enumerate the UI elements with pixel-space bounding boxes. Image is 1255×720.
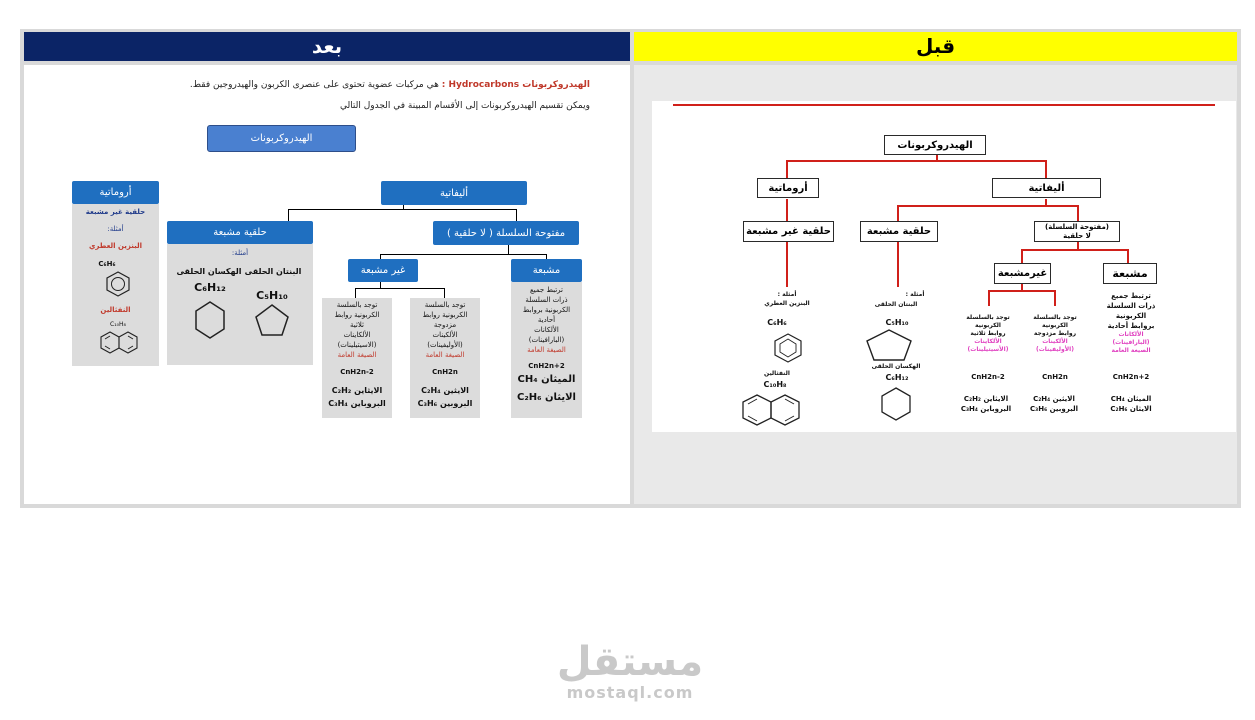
- text-line: الكربونية روابط: [422, 311, 468, 319]
- before-connector: [786, 199, 788, 221]
- text-line: (البارافينات): [528, 336, 565, 344]
- before-alkane-formula: CnH2n+2: [1112, 373, 1150, 381]
- after-benzene-ring: [104, 270, 132, 298]
- before-naphthalene-ring: [741, 393, 803, 427]
- before-open-chain-box: [1034, 221, 1120, 242]
- text-line: الألكاينات: [343, 331, 371, 339]
- after-naphthalene-name: النفثالين: [100, 306, 131, 314]
- after-connector: [508, 245, 509, 255]
- before-root-box: الهيدروكربونات: [884, 135, 986, 155]
- after-cyclohexane-ring: [194, 300, 226, 340]
- text-line: ثلاثية: [350, 321, 364, 329]
- after-aliphatic-box: أليفاتية: [381, 181, 527, 205]
- before-connector: [897, 205, 899, 221]
- before-connector: [1045, 160, 1047, 178]
- after-connector: [403, 205, 404, 210]
- before-connector: [786, 160, 1046, 162]
- text-line: توجد بالسلسة: [424, 301, 466, 309]
- before-naphthalene-formula: C₁₀H₈: [763, 380, 787, 389]
- before-cyclopentane-name: البنتان الحلقى: [874, 301, 918, 308]
- before-connector: [786, 242, 788, 287]
- after-alkene-formula: CnH2n: [432, 368, 458, 376]
- before-connector: [786, 160, 788, 178]
- before-connector: [897, 242, 899, 287]
- text-line: توجد بالسلسلة: [1033, 314, 1077, 321]
- before-naphthalene-name: النفثالين: [764, 370, 790, 377]
- after-alkane-ex1: الميثان CH₄: [517, 374, 576, 385]
- after-cyclic-panel: [167, 244, 313, 365]
- after-alkyne-ex2: البروباين C₃H₄: [328, 399, 386, 408]
- before-arom-examples: أمثلة :: [777, 291, 797, 298]
- text-line: الكربونية: [1115, 312, 1147, 320]
- after-benzene-formula: C₆H₆: [98, 260, 116, 268]
- text-line: ذرات السلسلة: [525, 296, 568, 304]
- text-line: (مفتوحة السلسلة): [1045, 222, 1109, 231]
- text-line: (البارافينات): [1112, 339, 1150, 346]
- text-line: الألكينات: [1042, 338, 1068, 345]
- after-connector: [355, 288, 444, 289]
- text-line: الألكينات: [432, 331, 458, 339]
- text-line: (الاسيتيلينات): [337, 341, 377, 349]
- after-cyclic-examples: أمثلة:: [231, 249, 249, 257]
- text-line: الألكانات: [1118, 331, 1144, 338]
- before-alkane-desc: [1097, 291, 1165, 355]
- intro-line2: ويمكن تقسيم الهيدروكربونات إلى الأقسام المبينة في الجدول التالي: [339, 101, 590, 111]
- before-saturated-box: مشبعة: [1103, 263, 1157, 284]
- text-line: الكربونية: [1042, 322, 1068, 329]
- text-line: (الأوليفينات): [1036, 346, 1074, 353]
- after-cyclopentane-formula: C₅H₁₀: [256, 289, 288, 302]
- text-line: ترتبط جميع: [1111, 292, 1151, 300]
- after-arom-examples: أمثلة:: [107, 225, 124, 233]
- before-cyclopentane-formula: C₅H₁₀: [885, 318, 909, 327]
- before-alkane-ex2: الايثان C₂H₆: [1110, 405, 1152, 413]
- before-alkyne-ex2: البروباين C₃H₄: [960, 405, 1012, 413]
- before-connector: [1021, 249, 1023, 263]
- before-cyclic-box: حلقية مشبعة: [860, 221, 938, 242]
- text-line: الكربونية بروابط: [522, 306, 571, 314]
- after-benzene-name: البنزين العطري: [88, 242, 143, 250]
- before-alkyne-formula: CnH2n-2: [971, 373, 1005, 381]
- before-alkyne-ex1: الايثاين C₂H₂: [963, 395, 1009, 403]
- text-line: الصيغة العامة: [527, 346, 566, 354]
- before-connector: [1127, 249, 1129, 263]
- before-benzene-ring: [772, 332, 804, 364]
- text-line: بروابط أحادية: [1107, 322, 1155, 330]
- text-line: (الأوليفينات): [427, 341, 463, 349]
- text-line: مزدوجة: [433, 321, 457, 329]
- before-alkene-ex1: الايثين C₂H₄: [1033, 395, 1075, 403]
- text-line: الكربونية روابط: [334, 311, 380, 319]
- after-open-chain-box: مفتوحة السلسلة ( لا حلقية ): [433, 221, 579, 245]
- after-connector: [516, 209, 517, 221]
- before-alkyne-desc: [958, 314, 1018, 354]
- before-cyclohexane-ring: [880, 386, 912, 422]
- before-connector: [1077, 205, 1079, 221]
- text-line: ذرات السلسلة: [1106, 302, 1156, 310]
- before-connector: [988, 290, 1055, 292]
- before-cyclic-examples: أمثلة :: [905, 291, 925, 298]
- text-line: روابط ثلاثية: [970, 330, 1006, 337]
- after-root-box: الهيدروكربونات: [207, 125, 356, 152]
- watermark-arabic: مستقل: [556, 639, 704, 685]
- after-alkane-ex2: الايثان C₂H₆: [517, 392, 576, 403]
- before-aliphatic-box: أليفاتية: [992, 178, 1101, 198]
- text-line: الكربونية: [975, 322, 1001, 329]
- text-line: الصيغة العامة: [337, 351, 377, 359]
- before-benzene-name: البنزين العطري: [764, 300, 810, 307]
- text-line: الصيغة العامة: [1111, 347, 1151, 354]
- before-unsaturated-box: غيرمشبعة: [994, 263, 1051, 284]
- before-connector: [1021, 249, 1128, 251]
- before-arom-sub-box: حلقية غير مشبعة: [743, 221, 834, 242]
- before-benzene-formula: C₆H₆: [767, 318, 787, 327]
- after-alkyne-ex1: الايثاين C₂H₂: [331, 386, 383, 395]
- before-cyclohexane-formula: C₆H₁₂: [885, 373, 909, 382]
- after-alkane-desc: [511, 285, 582, 355]
- text-line: توجد بالسلسلة: [966, 314, 1010, 321]
- after-connector: [288, 209, 289, 221]
- after-connector: [355, 288, 356, 298]
- after-cyclohexane-name: الهكسان الحلقى: [176, 267, 242, 276]
- text-line: ترتبط جميع: [530, 286, 563, 294]
- after-alkyne-desc: [322, 300, 392, 360]
- text-line: (الأسيتيلينات): [967, 346, 1009, 353]
- after-cyclohexane-formula: C₆H₁₂: [194, 281, 226, 294]
- header-before: قبل: [634, 32, 1237, 61]
- before-aromatic-box: أروماتية: [757, 178, 819, 198]
- after-alkene-ex1: الايثين C₂H₄: [421, 386, 469, 395]
- text-line: روابط مزدوجة: [1033, 330, 1077, 337]
- after-cyclopentane-name: البنتان الحلقى: [244, 267, 302, 276]
- before-top-rule: [673, 104, 1215, 106]
- before-alkene-formula: CnH2n: [1042, 373, 1068, 381]
- after-alkene-ex2: البروبين C₃H₆: [417, 399, 473, 408]
- text-line: الألكاينات: [974, 338, 1002, 345]
- after-unsaturated-box: غير مشبعة: [348, 259, 418, 282]
- intro-definition: هي مركبات عضوية تحتوى على عنصرى الكربون والهيدروجين فقط.: [189, 80, 442, 90]
- header-after: بعد: [24, 32, 630, 61]
- before-alkane-ex1: الميثان CH₄: [1110, 395, 1152, 403]
- after-connector: [288, 209, 516, 210]
- watermark-logo: [540, 640, 720, 702]
- before-cyclohexane-name: الهكسان الحلقى: [871, 363, 921, 370]
- after-naphthalene-ring: [100, 331, 138, 357]
- before-connector: [988, 290, 990, 306]
- after-alkene-desc: [410, 300, 480, 360]
- after-cyclic-saturated-box: حلقية مشبعة: [167, 221, 313, 244]
- text-line: توجد بالسلسة: [336, 301, 378, 309]
- before-cyclopentane-ring: [864, 328, 914, 362]
- before-alkene-ex2: البروبين C₃H₆: [1030, 405, 1078, 413]
- before-connector: [1054, 290, 1056, 306]
- after-alkane-formula: CnH2n+2: [528, 362, 565, 370]
- text-line: لا حلقية: [1063, 231, 1091, 240]
- after-saturated-box: مشبعة: [511, 259, 582, 282]
- after-connector: [444, 288, 445, 298]
- after-aromatic-box: أروماتية: [72, 181, 159, 204]
- text-line: الصيغة العامة: [425, 351, 465, 359]
- before-alkene-desc: [1025, 314, 1085, 354]
- after-naphthalene-formula: C₁₀H₈: [110, 321, 126, 328]
- before-connector: [897, 205, 1078, 207]
- watermark-latin: mostaql.com: [566, 683, 694, 702]
- after-alkyne-formula: CnH2n-2: [340, 368, 374, 376]
- text-line: الألكانات: [534, 326, 559, 334]
- after-cyclopentane-ring: [254, 303, 290, 337]
- after-connector: [380, 282, 381, 289]
- intro-term: الهيدروكربونات Hydrocarbons :: [441, 80, 590, 90]
- text-line: أحادية: [537, 316, 556, 324]
- after-arom-sub: حلقية غير مشبعة: [85, 208, 146, 216]
- after-connector: [380, 254, 546, 255]
- intro-sentence: [190, 80, 590, 90]
